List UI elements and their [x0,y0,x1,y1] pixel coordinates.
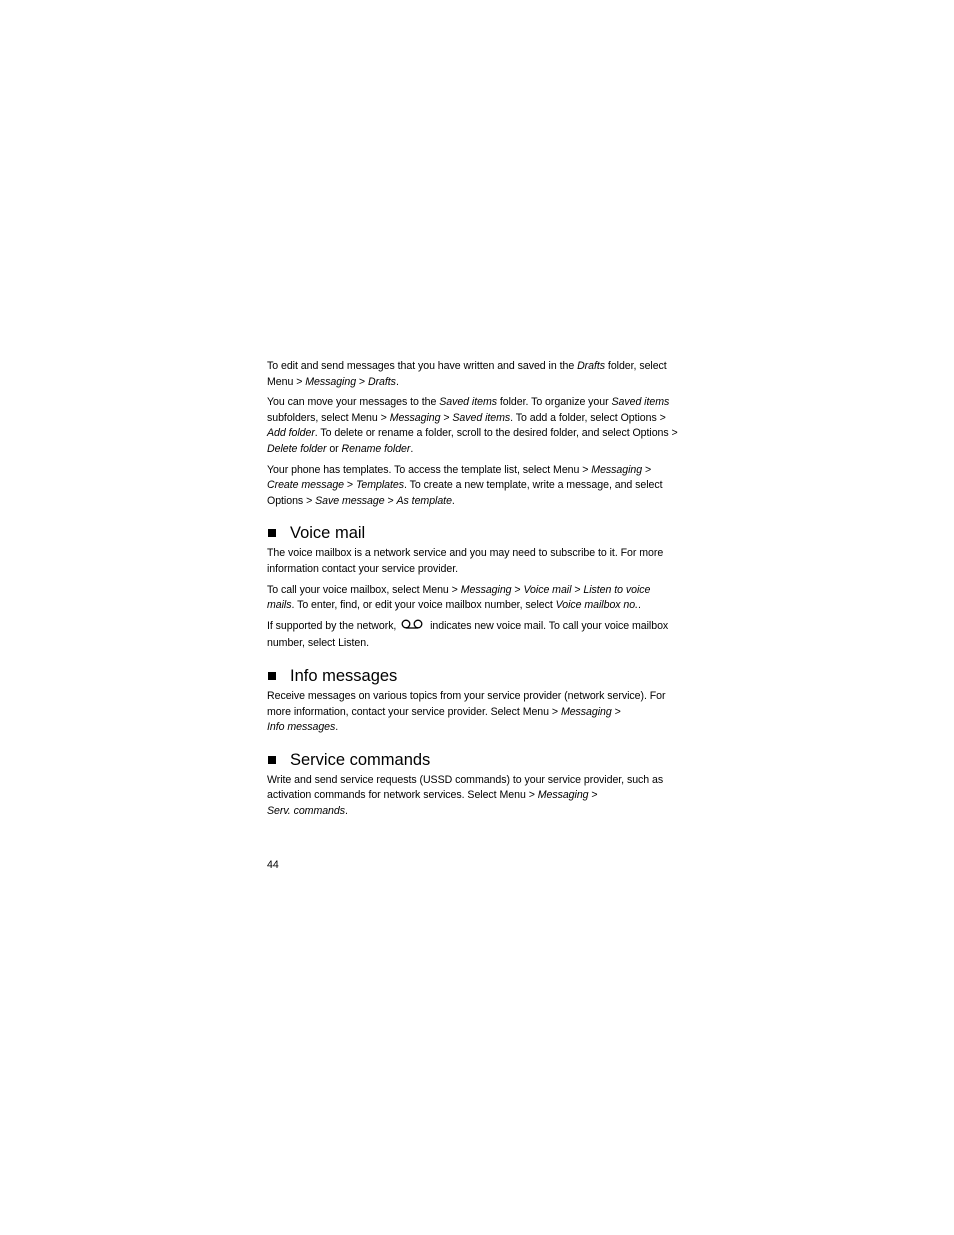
saved-items-label: Saved items [439,396,497,409]
text: . [335,721,339,734]
serv-commands-label: Serv. commands [267,804,345,817]
options-label: Options [620,411,657,424]
text: folder. To organize your [496,396,612,409]
text: . [345,804,348,817]
info-messages-label: Info messages [267,721,336,734]
messaging-label: Messaging [537,789,589,802]
drafts-folder-name: Drafts [577,360,606,372]
menu-label: Menu [553,463,580,476]
text: . To enter, find, or edit your voice mailbox number, select [291,599,556,612]
text: Write and send service requests (USSD commands) to your service provider, such as activation commands for network services. Select [267,773,664,802]
templates-paragraph [267,463,679,510]
text: . [451,494,455,507]
listen-label: Listen [338,637,367,650]
messaging-label: Messaging [305,375,357,388]
voice-mail-indicator-paragraph [267,619,679,652]
text: . [410,442,414,455]
saved-items-label: Saved items [452,411,511,424]
listen-to-voice-mails-label: Listen to voice mails [267,583,651,612]
separator: > [511,583,524,596]
separator: > [611,705,621,718]
heading-bullet-icon [268,529,276,537]
text: . [366,637,369,650]
saved-items-paragraph [267,395,679,457]
saved-items-label: Saved items [611,396,670,409]
voice-mail-call-paragraph [267,583,679,614]
separator: > [668,427,678,440]
text: indicates new voice mail. To call your voice mailbox number, select [267,619,669,650]
options-label: Options [267,494,304,507]
text: To call your voice mailbox, select [267,583,423,596]
messaging-label: Messaging [389,411,441,424]
add-folder-label: Add folder [267,427,315,440]
messaging-label: Messaging [560,705,612,718]
drafts-label: Drafts [367,375,396,388]
separator: > [579,463,592,476]
separator: > [642,463,652,476]
heading-text: Voice mail [290,524,366,543]
separator: > [344,479,356,492]
menu-label: Menu [422,583,449,596]
voice-mail-heading [267,523,679,543]
create-message-label: Create message [267,479,345,492]
separator: > [525,789,538,802]
heading-bullet-icon [268,756,276,764]
text: or [326,442,342,455]
heading-text: Service commands [290,750,431,769]
options-label: Options [632,427,669,440]
separator: > [356,375,368,388]
text: To edit and send messages that you have written and saved in the [267,360,578,372]
page-number: 44 [267,859,279,871]
separator: > [384,494,397,507]
save-message-label: Save message [315,494,385,507]
separator: > [656,411,666,424]
text: . To delete or rename a folder, scroll to the desired folder, and select [314,427,633,440]
messaging-label: Messaging [591,463,643,476]
menu-label: Menu [267,375,294,388]
text: . To add a folder, select [510,411,621,424]
service-commands-heading [267,750,679,770]
separator: > [448,583,461,596]
text: . To create a new template, write a message, and select [404,479,663,492]
separator: > [588,789,598,802]
voice-mailbox-no-label: Voice mailbox no. [555,599,638,612]
separator: > [440,411,453,424]
drafts-paragraph [267,359,679,390]
text: If supported by the network, [267,619,400,632]
heading-bullet-icon [268,672,276,680]
menu-label: Menu [351,411,378,424]
service-commands-paragraph [267,773,679,820]
separator: > [549,705,561,718]
info-messages-heading [267,666,679,686]
page-content [267,359,679,824]
separator: > [571,583,584,596]
separator: > [303,494,316,507]
text: subfolders, select [267,411,352,424]
info-messages-paragraph [267,689,679,736]
voicemail-icon [401,619,423,637]
text: Your phone has templates. To access the template list, select [267,463,554,476]
separator: > [377,411,390,424]
separator: > [293,375,306,388]
as-template-label: As template [396,494,452,507]
templates-label: Templates [355,479,405,492]
text: . [395,375,399,388]
delete-folder-label: Delete folder [267,442,327,455]
voice-mail-intro-paragraph: The voice mailbox is a network service and you may need to subscribe to it. For more information contact your service provider. [267,547,664,575]
text: You can move your messages to the [267,396,440,409]
messaging-label: Messaging [460,583,512,596]
text: folder, select [605,360,667,372]
voice-mail-label: Voice mail [523,583,572,596]
rename-folder-label: Rename folder [341,442,411,455]
text: Receive messages on various topics from your service provider (network service). For more information, contact your service provider. Select [267,689,666,718]
heading-text: Info messages [290,666,398,685]
menu-label: Menu [499,789,526,802]
text: . [638,599,641,612]
menu-label: Menu [522,705,549,718]
